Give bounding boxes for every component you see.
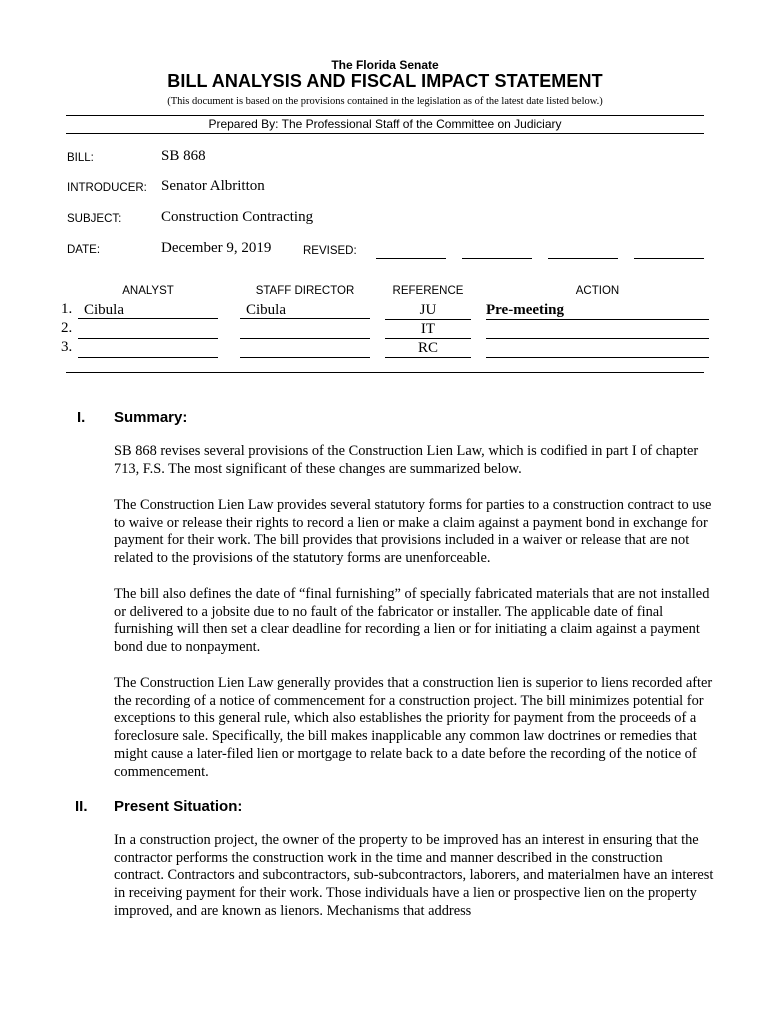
summary-paragraph: The Construction Lien Law provides several statutory forms for parties to a construction contract to use to waive or release their rights to record a lien or make a claim against a payment bond in exchange for payment for their work. The bill provides that provisions included in a waiver or release that are not related to the provisions of the statutory forms are unenforceable. <box>114 497 712 567</box>
action-cell: Pre-meeting <box>486 301 709 320</box>
bill-number: SB 868 <box>161 148 206 164</box>
chamber-name: The Florida Senate <box>331 58 439 72</box>
reference-cell: JU <box>385 301 471 320</box>
prepared-by: Prepared By: The Professional Staff of the Committee on Judiciary <box>208 117 562 131</box>
header-bottom-rule <box>66 133 704 134</box>
bill-label: BILL: <box>67 152 94 164</box>
reference-cell: RC <box>385 339 471 358</box>
header-top-rule <box>66 115 704 116</box>
document-note: (This document is based on the provisions contained in the legislation as of the latest date listed below.) <box>167 96 603 107</box>
section-title: Present Situation: <box>114 798 243 815</box>
subject-value: Construction Contracting <box>161 209 314 225</box>
analyst-cell: Cibula <box>78 301 218 319</box>
section-title: Summary: <box>114 409 188 426</box>
summary-paragraph: The Construction Lien Law generally provides that a construction lien is superior to liens recorded after the recording of a notice of commencement for a construction project. The bill minimizes potential for exceptions to this general rule, which also establishes the priority for payment from the proceeds of a foreclosure sale. Specifically, the bill makes inapplicable any common law doctrines or remedies that might cause a later-filed lien or mortgage to relate back to a date before the recording of the notice of commencement. <box>114 675 713 780</box>
row-number: 3. <box>61 339 73 355</box>
staff-director-cell <box>240 320 370 339</box>
section-number: I. <box>77 409 86 426</box>
action-cell <box>486 320 709 339</box>
col-header-staff-director: STAFF DIRECTOR <box>255 285 355 297</box>
present-situation-paragraph: In a construction project, the owner of the property to be improved has an interest in ensuring that the contractor performs the construction work in the time and manner described in the construction contract. Contractors and subcontractors, sub-subcontractors, laborers, and materialmen have an interest in receiving payment for their work. Those individuals have a lien or prospective lien on the property improved, and are known as lienors. Mechanisms that address <box>114 832 714 919</box>
introducer-label: INTRODUCER: <box>67 182 147 194</box>
introducer-value: Senator Albritton <box>161 178 265 194</box>
summary-paragraph: SB 868 revises several provisions of the Construction Lien Law, which is codified in part I of chapter 713, F.S. The most significant of these changes are summarized below. <box>114 443 699 477</box>
col-header-action: ACTION <box>575 285 620 297</box>
staff-director-cell: Cibula <box>240 301 370 319</box>
revised-blank-3 <box>548 258 618 259</box>
staff-director-cell <box>240 339 370 358</box>
action-cell <box>486 339 709 358</box>
table-bottom-rule <box>66 372 704 373</box>
row-number: 2. <box>61 320 73 336</box>
date-value: December 9, 2019 <box>161 240 272 256</box>
document-title: BILL ANALYSIS AND FISCAL IMPACT STATEMENT <box>167 71 603 91</box>
section-number: II. <box>75 798 88 815</box>
revised-blank-1 <box>376 258 446 259</box>
analyst-cell <box>78 320 218 339</box>
summary-paragraph: The bill also defines the date of “final furnishing” of specially fabricated materials that are not installed or delivered to a jobsite due to no fault of the fabricator or installer. The applicable date of final furnishing will then set a clear deadline for recording a lien or for initiating a claim against a payment bond due to nonpayment. <box>114 586 710 656</box>
subject-label: SUBJECT: <box>67 213 122 225</box>
col-header-analyst: ANALYST <box>122 285 174 297</box>
col-header-reference: REFERENCE <box>392 285 464 297</box>
reference-cell: IT <box>385 320 471 339</box>
revised-label: REVISED: <box>303 245 357 257</box>
analyst-cell <box>78 339 218 358</box>
row-number: 1. <box>61 301 73 317</box>
revised-blank-2 <box>462 258 532 259</box>
revised-blank-4 <box>634 258 704 259</box>
date-label: DATE: <box>67 244 101 256</box>
